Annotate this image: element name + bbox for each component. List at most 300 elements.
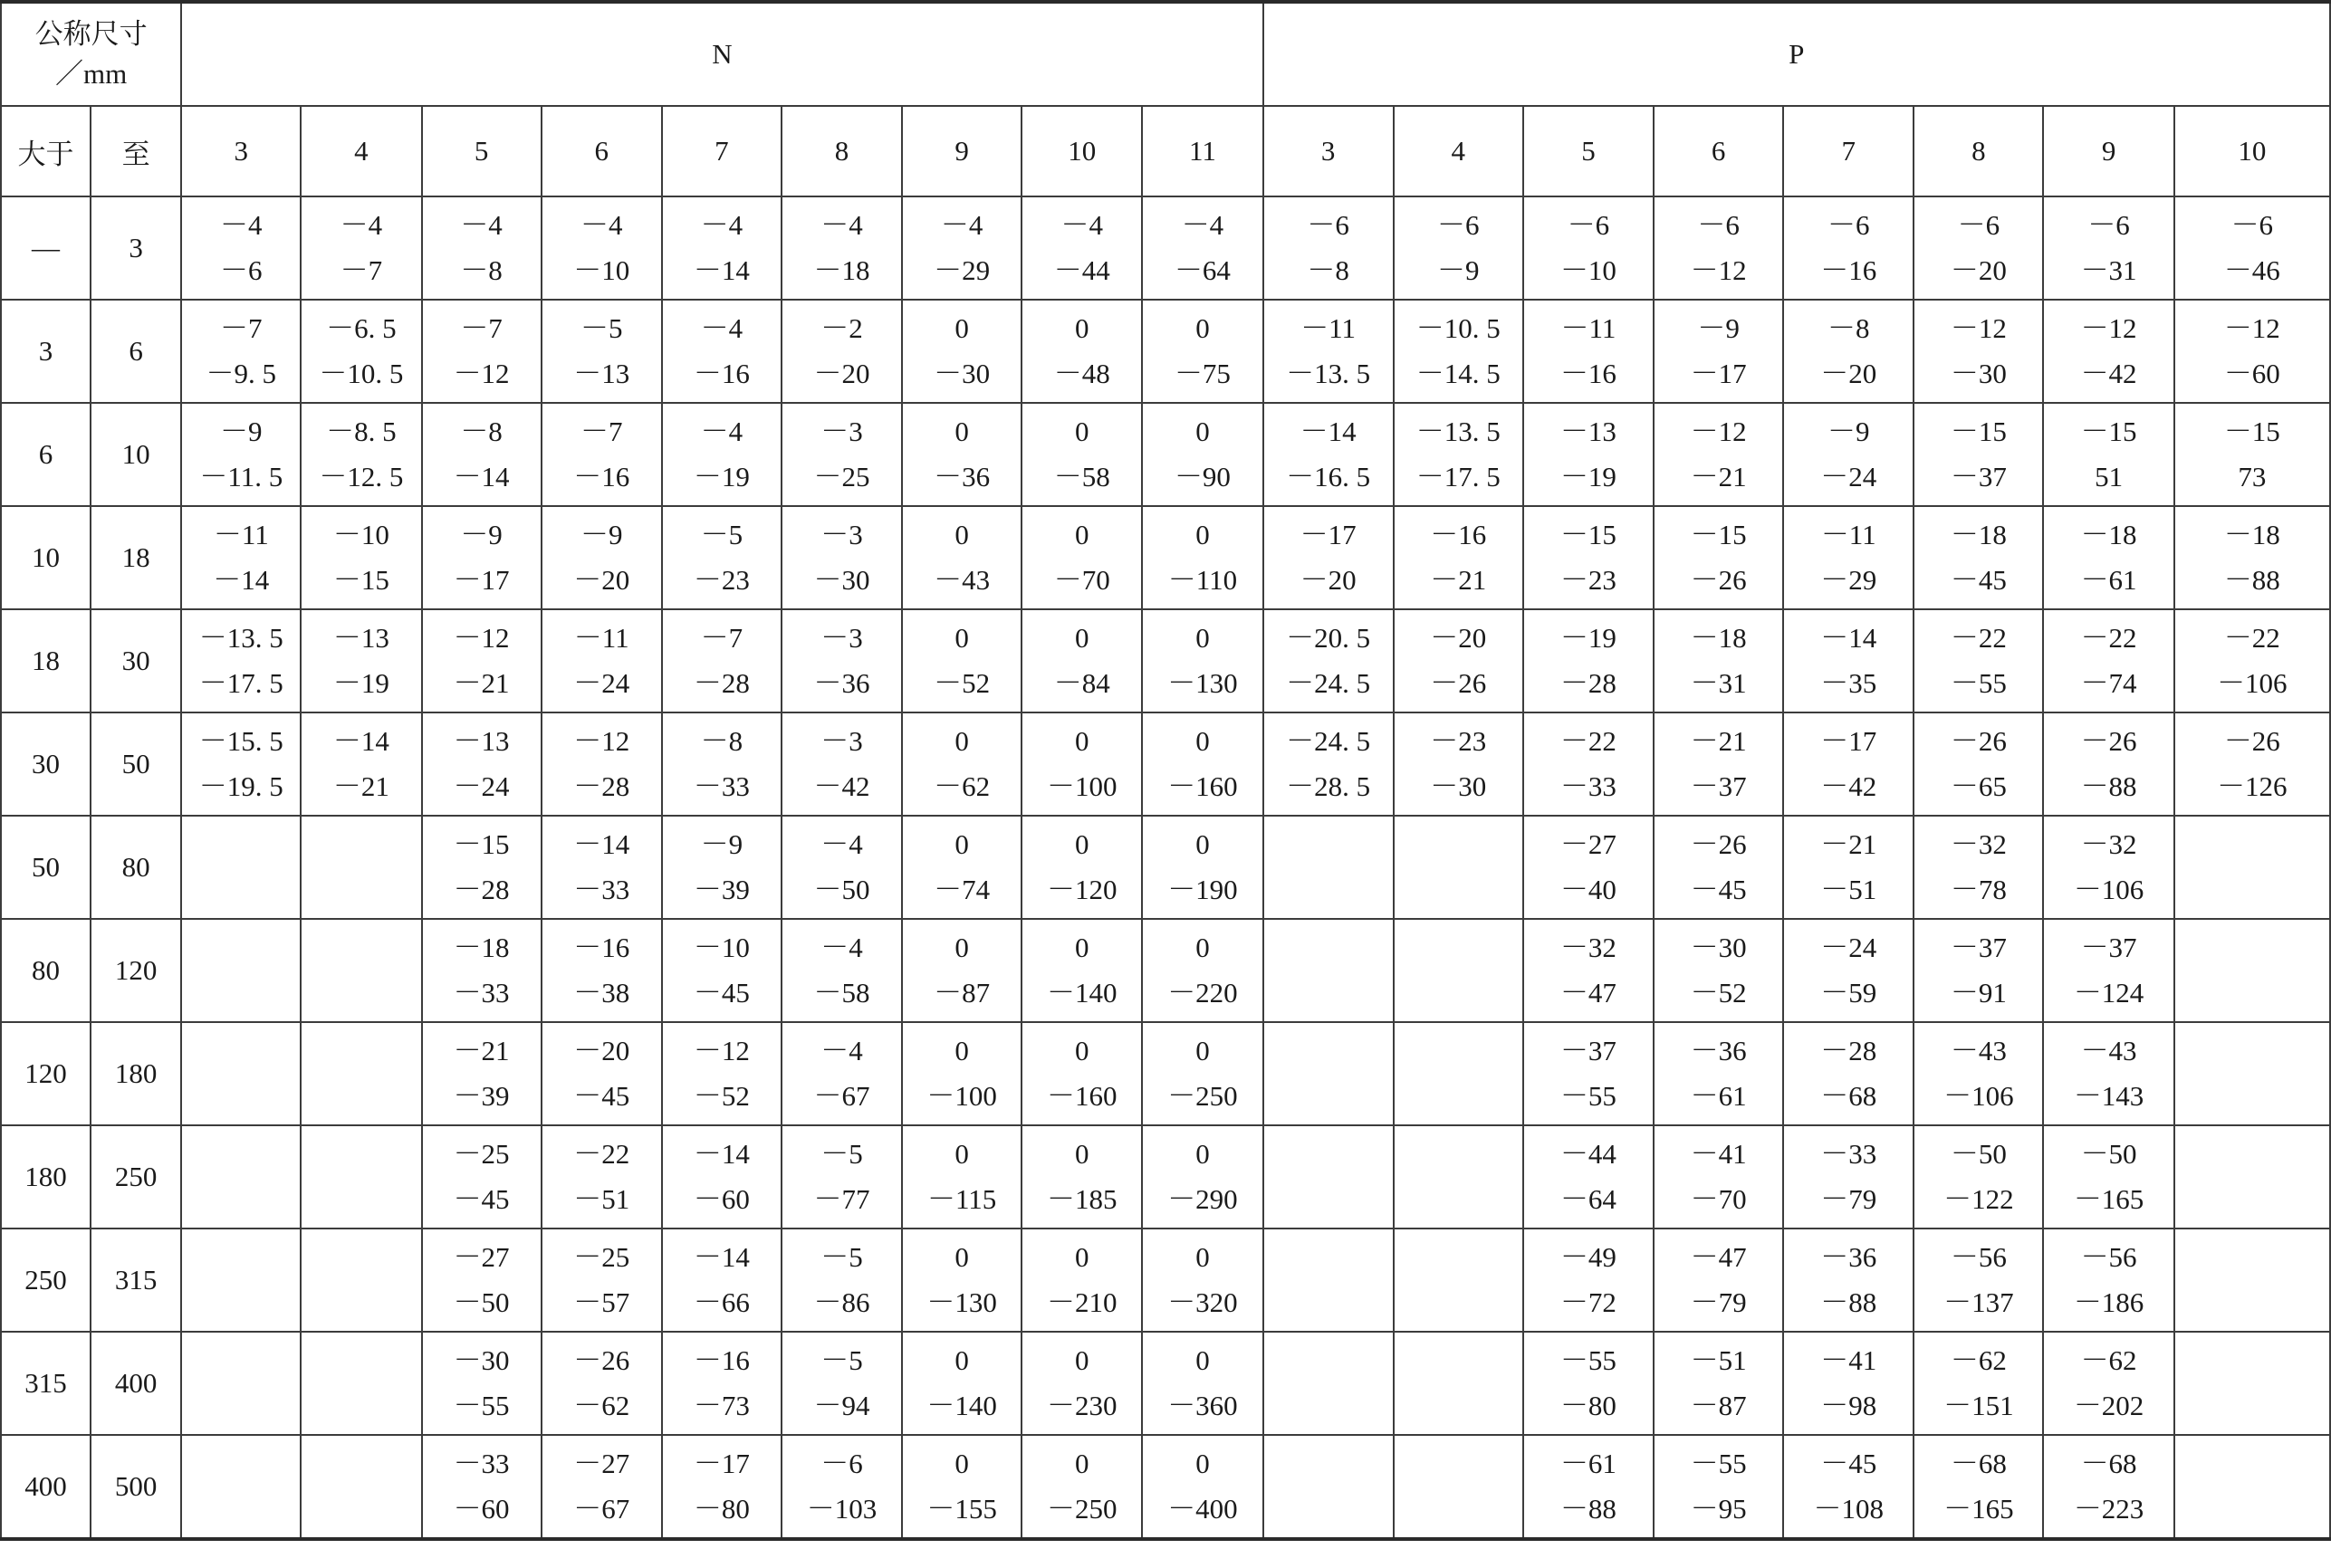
lower-deviation: －230 xyxy=(1047,1390,1118,1421)
lower-deviation: －10 xyxy=(1559,254,1616,286)
lower-deviation: －45 xyxy=(1690,874,1747,905)
lower-deviation: －87 xyxy=(1690,1390,1747,1421)
grade-header-p-9: 9 xyxy=(2043,106,2173,196)
deviation-cell-p xyxy=(1394,403,1523,506)
upper-deviation: －22 xyxy=(1950,622,2007,654)
lower-deviation: 73 xyxy=(2238,461,2267,492)
lower-deviation: －9 xyxy=(1437,254,1480,286)
upper-deviation: 0 xyxy=(954,622,969,654)
upper-deviation: －56 xyxy=(2080,1241,2137,1273)
upper-deviation: －4 xyxy=(1181,209,1224,241)
upper-deviation: －4 xyxy=(580,209,623,241)
deviation-cell-p xyxy=(2174,403,2330,506)
lower-deviation: －60 xyxy=(693,1183,750,1215)
upper-deviation: －24 xyxy=(1820,932,1877,963)
deviation-cell-p xyxy=(1783,609,1914,712)
lower-deviation: －33 xyxy=(573,874,630,905)
size-to-cell: 250 xyxy=(91,1125,181,1229)
grade-header-n-3: 3 xyxy=(181,106,301,196)
size-to-cell: 120 xyxy=(91,919,181,1022)
lower-deviation: －39 xyxy=(693,874,750,905)
deviation-cell-p xyxy=(1394,506,1523,609)
upper-deviation: －6 xyxy=(1827,209,1870,241)
lower-deviation: －250 xyxy=(1167,1080,1238,1112)
deviation-cell-n xyxy=(662,196,782,300)
deviation-cell-n xyxy=(662,506,782,609)
size-to-cell: 180 xyxy=(91,1022,181,1125)
deviation-cell-n xyxy=(181,506,301,609)
lower-deviation: －70 xyxy=(1690,1183,1747,1215)
deviation-cell-n xyxy=(902,1022,1022,1125)
lower-deviation: －59 xyxy=(1820,977,1877,1009)
deviation-cell-n xyxy=(1022,712,1142,816)
upper-deviation: －9 xyxy=(220,416,263,447)
upper-deviation: －25 xyxy=(573,1241,630,1273)
deviation-cell-n xyxy=(1142,609,1262,712)
lower-deviation: －115 xyxy=(926,1183,997,1215)
upper-deviation: 0 xyxy=(954,1138,969,1170)
upper-deviation: 0 xyxy=(954,725,969,757)
upper-deviation: －14 xyxy=(1820,622,1877,654)
grade-header-p-8: 8 xyxy=(1914,106,2043,196)
deviation-cell-p xyxy=(1523,1435,1654,1539)
lower-deviation: －14 xyxy=(213,564,270,596)
deviation-cell-p xyxy=(1523,1229,1654,1332)
upper-deviation: －27 xyxy=(453,1241,510,1273)
lower-deviation: －36 xyxy=(813,667,870,699)
upper-deviation: －26 xyxy=(2080,725,2137,757)
lower-deviation: －58 xyxy=(813,977,870,1009)
lower-deviation: －140 xyxy=(926,1390,997,1421)
lower-deviation: －10. 5 xyxy=(319,358,404,389)
lower-deviation: －13. 5 xyxy=(1286,358,1371,389)
deviation-cell-n xyxy=(662,816,782,919)
upper-deviation: －55 xyxy=(1559,1344,1616,1376)
upper-deviation: －7 xyxy=(460,312,503,344)
lower-deviation: －88 xyxy=(2080,770,2137,802)
deviation-cell-n xyxy=(662,1022,782,1125)
upper-deviation: －14 xyxy=(693,1138,750,1170)
deviation-cell-n xyxy=(902,609,1022,712)
deviation-cell-n xyxy=(301,609,421,712)
deviation-cell-n xyxy=(902,1435,1022,1539)
lower-deviation: －62 xyxy=(934,770,991,802)
lower-deviation: －13 xyxy=(573,358,630,389)
deviation-cell-p xyxy=(1914,609,2043,712)
deviation-cell-p xyxy=(1263,1125,1394,1229)
deviation-cell-p xyxy=(1654,609,1783,712)
deviation-cell-n xyxy=(1142,403,1262,506)
upper-deviation: －6. 5 xyxy=(326,312,397,344)
deviation-cell-n xyxy=(902,1229,1022,1332)
deviation-cell-p xyxy=(1654,1435,1783,1539)
upper-deviation: －7 xyxy=(580,416,623,447)
upper-deviation: －37 xyxy=(1950,932,2007,963)
lower-deviation: －130 xyxy=(1167,667,1238,699)
deviation-cell-p xyxy=(2174,506,2330,609)
deviation-cell-n xyxy=(1022,1435,1142,1539)
upper-deviation: －15 xyxy=(1559,519,1616,550)
deviation-cell-p xyxy=(1914,1332,2043,1435)
deviation-cell-p xyxy=(1394,300,1523,403)
deviation-cell-p xyxy=(1654,300,1783,403)
upper-deviation: 0 xyxy=(1075,1448,1089,1479)
upper-deviation: －22 xyxy=(2080,622,2137,654)
lower-deviation: －30 xyxy=(1950,358,2007,389)
deviation-cell-p xyxy=(2043,1125,2173,1229)
deviation-cell-n xyxy=(1022,1229,1142,1332)
deviation-cell-n xyxy=(542,1125,662,1229)
upper-deviation: －7 xyxy=(700,622,743,654)
deviation-cell-p xyxy=(2043,506,2173,609)
deviation-cell-n xyxy=(422,1435,542,1539)
upper-deviation: －21 xyxy=(453,1035,510,1066)
deviation-cell-p xyxy=(1783,1435,1914,1539)
deviation-cell-p xyxy=(1394,1125,1523,1229)
lower-deviation: －51 xyxy=(1820,874,1877,905)
size-from-cell: 30 xyxy=(1,712,91,816)
deviation-cell-p xyxy=(1263,919,1394,1022)
upper-deviation: －3 xyxy=(820,519,863,550)
deviation-cell-n xyxy=(1022,300,1142,403)
upper-deviation: －43 xyxy=(1950,1035,2007,1066)
deviation-cell-p xyxy=(1914,1022,2043,1125)
deviation-cell-n xyxy=(1142,1229,1262,1332)
lower-deviation: －79 xyxy=(1820,1183,1877,1215)
deviation-cell-n xyxy=(181,1229,301,1332)
upper-deviation: －4 xyxy=(820,1035,863,1066)
deviation-cell-p xyxy=(2043,919,2173,1022)
upper-deviation: 0 xyxy=(1075,1035,1089,1066)
deviation-cell-n xyxy=(902,506,1022,609)
table-row xyxy=(1,1229,2330,1332)
deviation-cell-n xyxy=(782,300,902,403)
lower-deviation: －80 xyxy=(1559,1390,1616,1421)
deviation-cell-p xyxy=(1914,919,2043,1022)
lower-deviation: －108 xyxy=(1813,1493,1884,1525)
lower-deviation: －24 xyxy=(1820,461,1877,492)
table-row xyxy=(1,816,2330,919)
lower-deviation: －33 xyxy=(693,770,750,802)
deviation-cell-p xyxy=(2174,712,2330,816)
upper-deviation: －68 xyxy=(1950,1448,2007,1479)
upper-deviation: －6 xyxy=(1567,209,1610,241)
size-from-cell: 80 xyxy=(1,919,91,1022)
deviation-cell-p xyxy=(1523,816,1654,919)
deviation-cell-p xyxy=(1783,1125,1914,1229)
lower-deviation: －62 xyxy=(573,1390,630,1421)
lower-deviation: －160 xyxy=(1167,770,1238,802)
upper-deviation: －9 xyxy=(460,519,503,550)
size-to-cell: 80 xyxy=(91,816,181,919)
lower-deviation: －24 xyxy=(573,667,630,699)
deviation-cell-p xyxy=(1394,919,1523,1022)
lower-deviation: －9. 5 xyxy=(206,358,277,389)
lower-deviation: －30 xyxy=(1430,770,1487,802)
upper-deviation: －4 xyxy=(820,828,863,860)
size-from-cell: 250 xyxy=(1,1229,91,1332)
deviation-cell-p xyxy=(2174,919,2330,1022)
upper-deviation: 0 xyxy=(954,1035,969,1066)
table-row xyxy=(1,1022,2330,1125)
deviation-cell-p xyxy=(2043,403,2173,506)
lower-deviation: －55 xyxy=(1559,1080,1616,1112)
upper-deviation: －20. 5 xyxy=(1286,622,1371,654)
deviation-cell-n xyxy=(181,1125,301,1229)
lower-deviation: －16 xyxy=(1559,358,1616,389)
lower-deviation: －25 xyxy=(813,461,870,492)
deviation-cell-p xyxy=(1654,1022,1783,1125)
lower-deviation: －44 xyxy=(1053,254,1110,286)
upper-deviation: －21 xyxy=(1690,725,1747,757)
upper-deviation: －6 xyxy=(2230,209,2274,241)
lower-deviation: －14 xyxy=(693,254,750,286)
deviation-cell-n xyxy=(422,919,542,1022)
deviation-cell-p xyxy=(1394,1332,1523,1435)
lower-deviation: －10 xyxy=(573,254,630,286)
upper-deviation: －12 xyxy=(1950,312,2007,344)
size-header-cell xyxy=(1,2,181,106)
lower-deviation: －8 xyxy=(460,254,503,286)
deviation-cell-n xyxy=(1142,300,1262,403)
size-from-cell: 10 xyxy=(1,506,91,609)
lower-deviation: －42 xyxy=(2080,358,2137,389)
lower-deviation: －6 xyxy=(220,254,263,286)
deviation-cell-p xyxy=(1523,712,1654,816)
deviation-cell-p xyxy=(1783,1022,1914,1125)
lower-deviation: －122 xyxy=(1943,1183,2014,1215)
lower-deviation: －14 xyxy=(453,461,510,492)
table-row xyxy=(1,1125,2330,1229)
upper-deviation: －28 xyxy=(1820,1035,1877,1066)
deviation-cell-p xyxy=(1263,403,1394,506)
upper-deviation: －12 xyxy=(573,725,630,757)
upper-deviation: －6 xyxy=(1697,209,1740,241)
upper-deviation: －23 xyxy=(1430,725,1487,757)
lower-deviation: －37 xyxy=(1690,770,1747,802)
grade-header-p-5: 5 xyxy=(1523,106,1654,196)
grade-header-n-7: 7 xyxy=(662,106,782,196)
deviation-cell-n xyxy=(542,712,662,816)
lower-deviation: －42 xyxy=(1820,770,1877,802)
deviation-cell-n xyxy=(542,919,662,1022)
lower-deviation: －52 xyxy=(693,1080,750,1112)
lower-deviation: －24. 5 xyxy=(1286,667,1371,699)
upper-deviation: －26 xyxy=(2223,725,2280,757)
deviation-cell-n xyxy=(782,1022,902,1125)
deviation-cell-p xyxy=(2043,1435,2173,1539)
deviation-cell-n xyxy=(1142,1125,1262,1229)
grade-header-p-3: 3 xyxy=(1263,106,1394,196)
deviation-cell-p xyxy=(1263,1332,1394,1435)
upper-deviation: 0 xyxy=(1075,622,1089,654)
upper-deviation: －12 xyxy=(2223,312,2280,344)
grade-header-n-8: 8 xyxy=(782,106,902,196)
lower-deviation: －61 xyxy=(2080,564,2137,596)
table-row xyxy=(1,196,2330,300)
lower-deviation: －30 xyxy=(934,358,991,389)
deviation-cell-p xyxy=(2043,816,2173,919)
lower-deviation: －8 xyxy=(1307,254,1349,286)
deviation-cell-p xyxy=(2043,196,2173,300)
deviation-cell-p xyxy=(2174,1332,2330,1435)
upper-deviation: －13. 5 xyxy=(198,622,283,654)
upper-deviation: 0 xyxy=(1075,416,1089,447)
lower-deviation: －26 xyxy=(1430,667,1487,699)
deviation-cell-n xyxy=(1142,506,1262,609)
lower-deviation: －67 xyxy=(573,1493,630,1525)
size-to-cell: 315 xyxy=(91,1229,181,1332)
size-from-cell: 6 xyxy=(1,403,91,506)
size-to-cell: 50 xyxy=(91,712,181,816)
deviation-cell-n xyxy=(542,1229,662,1332)
deviation-cell-n xyxy=(301,1125,421,1229)
lower-deviation: －38 xyxy=(573,977,630,1009)
table-body xyxy=(1,196,2330,1539)
lower-deviation: －185 xyxy=(1047,1183,1118,1215)
upper-deviation: －9 xyxy=(1697,312,1740,344)
lower-deviation: －19 xyxy=(693,461,750,492)
upper-deviation: －24. 5 xyxy=(1286,725,1371,757)
upper-deviation: 0 xyxy=(954,312,969,344)
lower-deviation: －19 xyxy=(1559,461,1616,492)
deviation-cell-n xyxy=(542,816,662,919)
deviation-cell-p xyxy=(1523,300,1654,403)
deviation-cell-n xyxy=(422,403,542,506)
lower-deviation: －55 xyxy=(453,1390,510,1421)
table-row xyxy=(1,506,2330,609)
deviation-cell-n xyxy=(902,816,1022,919)
deviation-cell-n xyxy=(181,196,301,300)
lower-deviation: －45 xyxy=(573,1080,630,1112)
deviation-cell-p xyxy=(2043,300,2173,403)
lower-deviation: －12 xyxy=(1690,254,1747,286)
lower-deviation: －165 xyxy=(2073,1183,2144,1215)
lower-deviation: －23 xyxy=(693,564,750,596)
upper-deviation: －5 xyxy=(580,312,623,344)
upper-deviation: －15. 5 xyxy=(198,725,283,757)
lower-deviation: －20 xyxy=(1950,254,2007,286)
size-from-cell: 315 xyxy=(1,1332,91,1435)
lower-deviation: －186 xyxy=(2073,1286,2144,1318)
upper-deviation: －22 xyxy=(573,1138,630,1170)
lower-deviation: －20 xyxy=(573,564,630,596)
deviation-cell-n xyxy=(542,506,662,609)
upper-deviation: －11 xyxy=(1300,312,1357,344)
upper-deviation: －37 xyxy=(2080,932,2137,963)
deviation-cell-n xyxy=(782,506,902,609)
deviation-cell-p xyxy=(1394,1435,1523,1539)
lower-deviation: －290 xyxy=(1167,1183,1238,1215)
grade-header-n-4: 4 xyxy=(301,106,421,196)
upper-deviation: －41 xyxy=(1690,1138,1747,1170)
upper-deviation: －7 xyxy=(220,312,263,344)
lower-deviation: －15 xyxy=(332,564,389,596)
deviation-cell-n xyxy=(181,1435,301,1539)
upper-deviation: －55 xyxy=(1690,1448,1747,1479)
upper-deviation: －13 xyxy=(1559,416,1616,447)
deviation-cell-p xyxy=(1654,196,1783,300)
deviation-cell-n xyxy=(1022,1332,1142,1435)
lower-deviation: －100 xyxy=(1047,770,1118,802)
deviation-cell-p xyxy=(1263,300,1394,403)
deviation-cell-p xyxy=(1394,196,1523,300)
deviation-cell-n xyxy=(782,712,902,816)
upper-deviation: －4 xyxy=(460,209,503,241)
lower-deviation: －19. 5 xyxy=(198,770,283,802)
upper-deviation: －47 xyxy=(1690,1241,1747,1273)
deviation-cell-n xyxy=(662,403,782,506)
lower-deviation: －151 xyxy=(1943,1390,2014,1421)
deviation-cell-n xyxy=(422,196,542,300)
upper-deviation: －21 xyxy=(1820,828,1877,860)
deviation-cell-p xyxy=(1914,300,2043,403)
lower-deviation: －155 xyxy=(926,1493,997,1525)
lower-deviation: －64 xyxy=(1174,254,1231,286)
upper-deviation: －32 xyxy=(2080,828,2137,860)
lower-deviation: －110 xyxy=(1167,564,1238,596)
lower-deviation: －60 xyxy=(453,1493,510,1525)
lower-deviation: －98 xyxy=(1820,1390,1877,1421)
lower-deviation: －19 xyxy=(332,667,389,699)
upper-deviation: －12 xyxy=(1690,416,1747,447)
upper-deviation: －15 xyxy=(453,828,510,860)
deviation-cell-n xyxy=(662,300,782,403)
deviation-cell-n xyxy=(422,300,542,403)
lower-deviation: －28. 5 xyxy=(1286,770,1371,802)
deviation-cell-p xyxy=(1783,403,1914,506)
upper-deviation: 0 xyxy=(954,932,969,963)
size-to-cell: 400 xyxy=(91,1332,181,1435)
upper-deviation: 0 xyxy=(1075,1344,1089,1376)
upper-deviation: －22 xyxy=(1559,725,1616,757)
size-to-cell: 3 xyxy=(91,196,181,300)
deviation-cell-p xyxy=(1654,1229,1783,1332)
lower-deviation: －400 xyxy=(1167,1493,1238,1525)
lower-deviation: －21 xyxy=(332,770,389,802)
upper-deviation: 0 xyxy=(1195,1241,1210,1273)
upper-deviation: 0 xyxy=(1195,828,1210,860)
upper-deviation: －6 xyxy=(1307,209,1349,241)
deviation-cell-n xyxy=(1142,1022,1262,1125)
deviation-cell-p xyxy=(1523,609,1654,712)
table-row xyxy=(1,403,2330,506)
deviation-cell-n xyxy=(181,300,301,403)
upper-deviation: －33 xyxy=(453,1448,510,1479)
deviation-cell-n xyxy=(902,919,1022,1022)
lower-deviation: －79 xyxy=(1690,1286,1747,1318)
deviation-cell-n xyxy=(542,300,662,403)
deviation-cell-n xyxy=(542,609,662,712)
lower-deviation: －42 xyxy=(813,770,870,802)
deviation-cell-n xyxy=(1022,506,1142,609)
deviation-cell-p xyxy=(1654,919,1783,1022)
lower-deviation: －48 xyxy=(1053,358,1110,389)
upper-deviation: －5 xyxy=(820,1344,863,1376)
lower-deviation: －35 xyxy=(1820,667,1877,699)
deviation-cell-p xyxy=(1394,609,1523,712)
deviation-cell-p xyxy=(1263,1229,1394,1332)
upper-deviation: －14 xyxy=(1300,416,1357,447)
lower-deviation: －46 xyxy=(2223,254,2280,286)
deviation-cell-n xyxy=(1142,919,1262,1022)
lower-deviation: －106 xyxy=(2073,874,2144,905)
deviation-cell-n xyxy=(542,196,662,300)
upper-deviation: －36 xyxy=(1820,1241,1877,1273)
upper-deviation: －18 xyxy=(2080,519,2137,550)
deviation-cell-n xyxy=(662,712,782,816)
deviation-cell-n xyxy=(782,816,902,919)
